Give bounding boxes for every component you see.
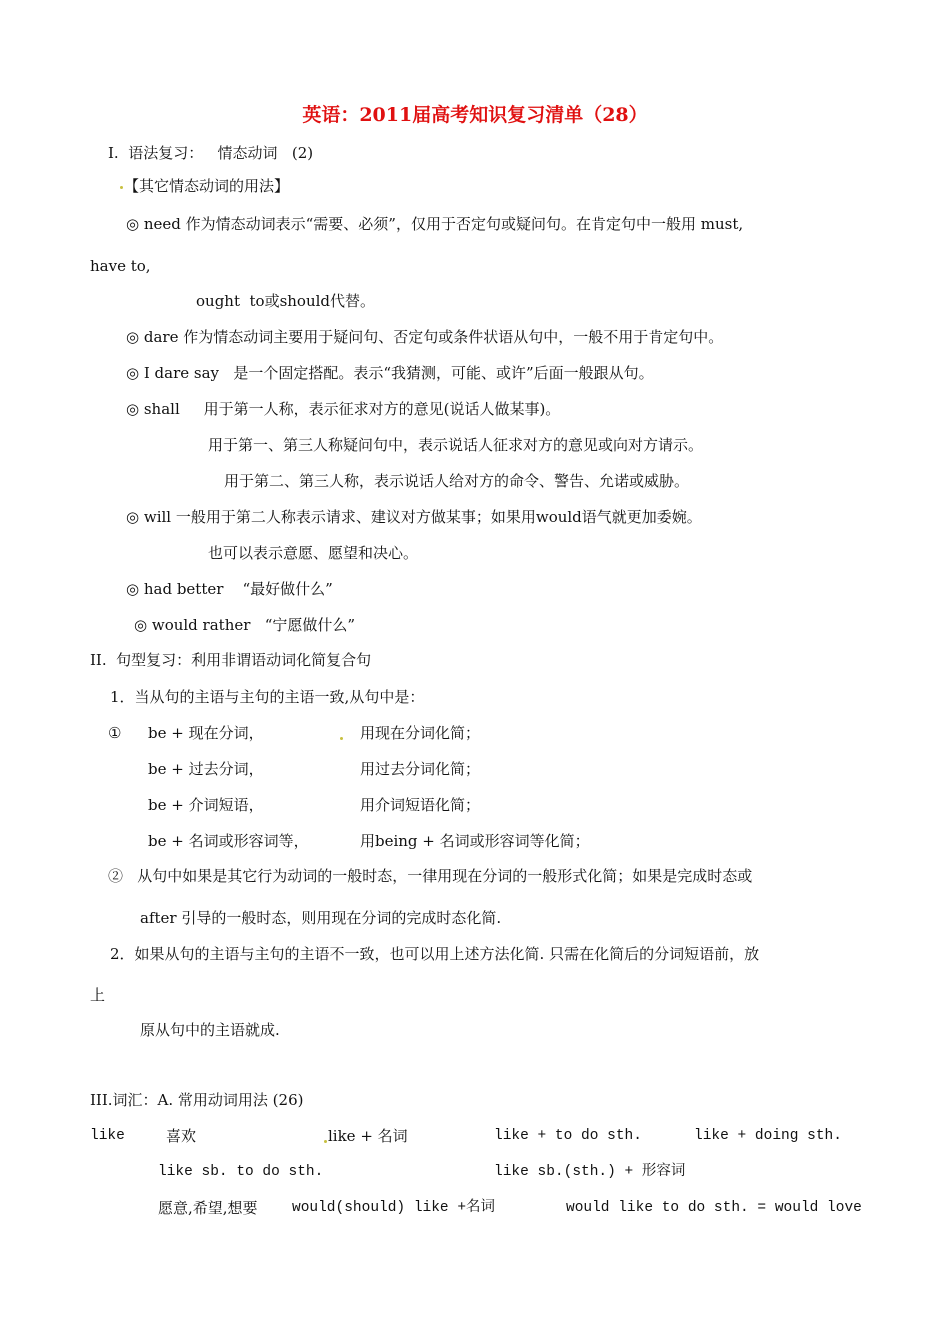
vocab-cell: like sb.(sth.) + 形容词	[494, 1164, 686, 1180]
edit-marker	[120, 186, 123, 189]
section1-heading: I. 语法复习： 情态动词 (2)	[108, 144, 314, 162]
dare-line: ◎ dare 作为情态动词主要用于疑问句、否定句或条件状语从句中，一般不用于肯定句中。	[126, 328, 724, 346]
would-rather-line: ◎ would rather “宁愿做什么”	[134, 616, 356, 634]
vocab-cell: 愿意,希望,想要	[158, 1199, 258, 1217]
section3-heading: III.词汇：A. 常用动词用法 (26)	[90, 1091, 304, 1109]
need-line-2: have to,	[90, 257, 151, 275]
rule2-line-2: after 引导的一般时态，则用现在分词的完成时态化简.	[140, 909, 502, 927]
section2-heading: II. 句型复习：利用非谓语动词化简复合句	[90, 651, 372, 669]
vocab-cell: like + doing sth.	[694, 1128, 842, 1144]
edit-marker	[324, 1140, 327, 1143]
item2-line-2: 上	[90, 986, 106, 1004]
will-line-1: ◎ will 一般用于第二人称表示请求、建议对方做某事；如果用would语气就更加委婉。	[126, 508, 702, 526]
shall-line-1: ◎ shall 用于第一人称，表示征求对方的意见(说话人做某事)。	[126, 400, 561, 418]
vocab-cell: would like to do sth. = would love	[566, 1200, 862, 1216]
rule-prefix: ①	[108, 724, 122, 742]
item2-line-3: 原从句中的主语就成.	[140, 1021, 280, 1039]
shall-line-2: 用于第一、第三人称疑问句中，表示说话人征求对方的意见或向对方请示。	[208, 436, 704, 454]
rule-right: 用being + 名词或形容词等化简；	[360, 832, 590, 850]
vocab-cell: 喜欢	[166, 1127, 197, 1145]
rule-left: be + 现在分词，	[148, 724, 264, 742]
rule-right: 用过去分词化简；	[360, 760, 481, 778]
rule-right: 用现在分词化简；	[360, 724, 481, 742]
edit-marker	[340, 737, 343, 740]
shall-line-3: 用于第二、第三人称，表示说话人给对方的命令、警告、允诺或威胁。	[224, 472, 690, 490]
will-line-2: 也可以表示意愿、愿望和决心。	[208, 544, 419, 562]
page-title: 英语：2011届高考知识复习清单（28）	[302, 104, 648, 126]
had-better-line: ◎ had better “最好做什么”	[126, 580, 333, 598]
rule-left: be + 介词短语，	[148, 796, 264, 814]
rule2-line-1: ② 从句中如果是其它行为动词的一般时态，一律用现在分词的一般形式化简；如果是完成时态或	[108, 867, 753, 885]
need-line-3: ought to或should代替。	[196, 292, 376, 310]
i-dare-say-line: ◎ I dare say 是一个固定搭配。表示“我猜测，可能、或许”后面一般跟从句。	[126, 364, 654, 382]
vocab-cell: would(should) like +名词	[292, 1200, 496, 1216]
section2-item-1: 1．当从句的主语与主句的主语一致,从句中是：	[110, 688, 425, 706]
vocab-cell: like + 名词	[328, 1127, 408, 1145]
need-line-1: ◎ need 作为情态动词表示“需要、必须”，仅用于否定句或疑问句。在肯定句中一般用 must,	[126, 215, 744, 233]
vocab-cell: like sb. to do sth.	[158, 1164, 324, 1180]
rule-left: be + 过去分词，	[148, 760, 264, 778]
rule-left: be + 名词或形容词等，	[148, 832, 309, 850]
vocab-cell: like	[90, 1128, 125, 1144]
vocab-cell: like + to do sth.	[494, 1128, 642, 1144]
item2-line-1: 2．如果从句的主语与主句的主语不一致，也可以用上述方法化简. 只需在化简后的分词短语前，放	[110, 945, 760, 963]
rule-right: 用介词短语化简；	[360, 796, 481, 814]
section1-subheading: 【其它情态动词的用法】	[124, 177, 290, 195]
